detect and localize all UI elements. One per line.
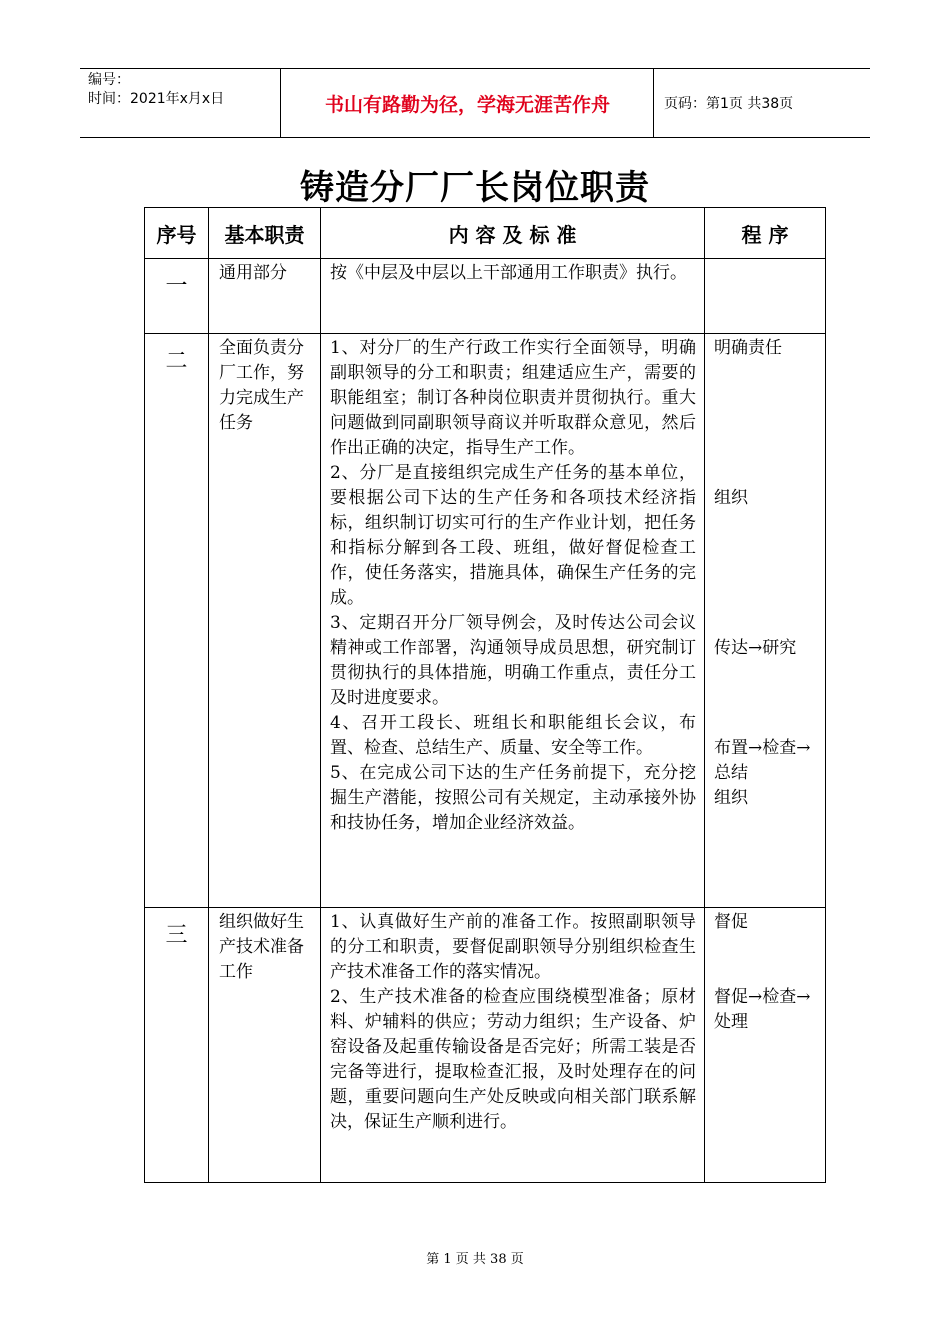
table-row — [145, 334, 826, 908]
table-row — [145, 908, 826, 1183]
col-header-number: 序号 — [145, 208, 209, 259]
content-paragraph: 3、定期召开分厂领导例会，及时传达公司会议精神或工作部署，沟通领导成员思想，研究制订贯彻执行的具体措施，明确工作重点，责任分工及时进度要求。 — [330, 613, 696, 708]
content-paragraph: 2、生产技术准备的检查应围绕模型准备；原材料、炉辅料的供应；劳动力组织；生产设备、炉窑设备及起重传输设备是否完好；所需工装是否完备等进行，提取检查汇报，及时处理存在的问题，重要问题向生产处反映或向相关部门联系解决，保证生产顺利进行。 — [330, 987, 696, 1132]
col-header-procedure: 程 序 — [705, 208, 826, 259]
content-paragraph: 按《中层及中层以上干部通用工作职责》执行。 — [330, 263, 687, 283]
content-paragraph: 1、认真做好生产前的准备工作。按照副职领导的分工和职责，要督促副职领导分别组织检查生产技术准备工作的落实情况。 — [330, 912, 696, 982]
row-procedure — [705, 908, 826, 1183]
content-paragraph: 2、分厂是直接组织完成生产任务的基本单位，要根据公司下达的生产任务和各项技术经济指标，组织制订切实可行的生产作业计划，把任务和指标分解到各工段、班组，做好督促检查工作，使任务落实，措施具体，确保生产任务的完成。 — [330, 463, 696, 608]
content-paragraph: 4、召开工段长、班组长和职能组长会议，布置、检查、总结生产、质量、安全等工作。 — [330, 713, 696, 758]
page-header — [80, 68, 870, 138]
row-content — [321, 908, 705, 1183]
header-page-info: 页码：第1页 共38页 — [664, 96, 794, 112]
table-row — [145, 259, 826, 334]
col-header-content: 内 容 及 标 准 — [321, 208, 705, 259]
procedure-step: 组织 — [714, 488, 748, 508]
procedure-step: 组织 — [714, 788, 748, 808]
procedure-step: 督促→检查→处理 — [714, 987, 811, 1032]
row-procedure — [705, 259, 826, 334]
row-content — [321, 259, 705, 334]
page-footer: 第 1 页 共 38 页 — [426, 1252, 524, 1267]
procedure-step: 督促 — [714, 912, 748, 932]
header-motto: 书山有路勤为径，学海无涯苦作舟 — [282, 69, 654, 137]
table-header-row — [145, 208, 826, 259]
header-meta — [80, 69, 281, 137]
row-content — [321, 334, 705, 908]
row-duty: 通用部分 — [209, 259, 321, 334]
content-paragraph: 1、对分厂的生产行政工作实行全面领导，明确副职领导的分工和职责；组建适应生产，需要的职能组室；制订各种岗位职责并贯彻执行。重大问题做到同副职领导商议并听取群众意见，然后作出正确的决定，指导生产工作。 — [330, 338, 696, 458]
number-label: 编号： — [88, 72, 130, 88]
document-title: 铸造分厂厂长岗位职责 — [300, 168, 650, 208]
row-number: 二 — [145, 334, 209, 908]
row-number: 三 — [145, 908, 209, 1183]
duty-table — [144, 207, 826, 1183]
procedure-step: 传达→研究 — [714, 638, 797, 658]
row-duty: 组织做好生产技术准备工作 — [209, 908, 321, 1183]
row-number: 一 — [145, 259, 209, 334]
date-line: 时间：2021年x月x日 — [88, 91, 225, 107]
row-procedure — [705, 334, 826, 908]
row-duty: 全面负责分厂工作，努力完成生产任务 — [209, 334, 321, 908]
procedure-step: 布置→检查→总结 — [714, 738, 811, 783]
procedure-step: 明确责任 — [714, 338, 782, 358]
content-paragraph: 5、在完成公司下达的生产任务前提下，充分挖掘生产潜能，按照公司有关规定，主动承接外协和技协任务，增加企业经济效益。 — [330, 763, 696, 833]
col-header-duty: 基本职责 — [209, 208, 321, 259]
